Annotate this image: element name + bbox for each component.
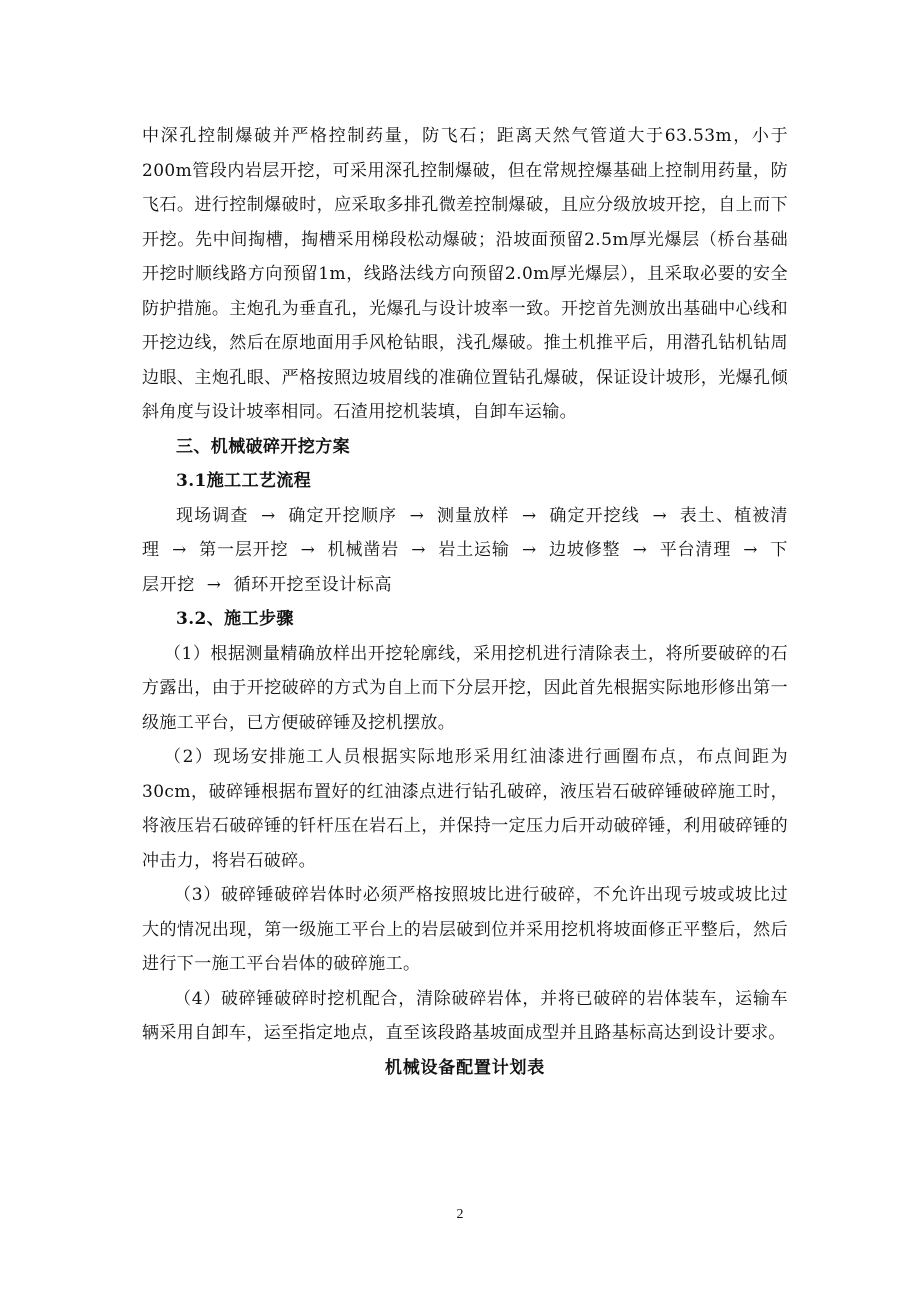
step-paragraph-3: （3）破碎锤破碎岩体时必须严格按照坡比进行破碎，不允许出现亏坡或坡比过大的情况出现，第一级施工平台上的岩层破到位并采用挖机将坡面修正平整后，然后进行下一施工平台岩体的破碎施工。 — [142, 885, 788, 974]
step-paragraph-4: （4）破碎锤破碎时挖机配合，清除破碎岩体，并将已破碎的岩体装车，运输车辆采用自卸车，运至指定地点，直至该段路基坡面成型并且路基标高达到设计要求。 — [142, 988, 788, 1043]
section-heading-mechanical-crushing: 三、机械破碎开挖方案 — [176, 436, 350, 457]
subsection-heading-construction-steps: 3.2、施工步骤 — [176, 609, 294, 629]
page-number: 2 — [456, 1207, 464, 1222]
subsection-heading-process-flow: 3.1施工工艺流程 — [176, 471, 312, 491]
step-paragraph-1: （1）根据测量精确放样出开挖轮廓线，采用挖机进行清除表土，将所要破碎的石方露出，由于开挖破碎的方式为自上而下分层开挖，因此首先根据实际地形修出第一级施工平台，已方便破碎锤及挖机摆放。 — [142, 643, 788, 733]
step-paragraph-2: （2）现场安排施工人员根据实际地形采用红油漆进行画圈布点，布点间距为30cm，破碎锤根据布置好的红油漆点进行钻孔破碎，液压岩石破碎锤破碎施工时，将液压岩石破碎锤的钎杆压在岩石上，并保持一定压力后开动破碎锤，利用破碎锤的冲击力，将岩石破碎。 — [142, 747, 788, 871]
paragraph-blasting: 中深孔控制爆破并严格控制药量，防飞石；距离天然气管道大于63.53m，小于200m管段内岩层开挖，可采用深孔控制爆破，但在常规控爆基础上控制用药量，防飞石。进行控制爆破时，应采取多排孔微差控制爆破，且应分级放坡开挖，自上而下开挖。先中间掏槽，掏槽采用梯段松动爆破；沿坡面预留2.5m厚光爆层（桥台基础开挖时顺线路方向预留1m，线路法线方向预留2.0m厚光爆层），且采取必要的安全防护措施。主炮孔为垂直孔，光爆孔与设计坡率一致。开挖首先测放出基础中心线和开挖边线，然后在原地面用手风枪钻眼，浅孔爆破。推土机推平后，用潜孔钻机钻周边眼、主炮孔眼、严格按照边坡眉线的准确位置钻孔爆破，保证设计坡形，光爆孔倾斜角度与设计坡率相同。石渣用挖机装填，自卸车运输。 — [142, 126, 788, 422]
process-flow-text: 现场调查 → 确定开挖顺序 → 测量放样 → 确定开挖线 → 表土、植被清理 → 第一层开挖 → 机械凿岩 → 岩土运输 → 边坡修整 → 平台清理 → 下层开挖 → 循环开挖至设计标高 — [142, 505, 788, 595]
page-content — [142, 119, 788, 1085]
equipment-table-title: 机械设备配置计划表 — [384, 1057, 546, 1078]
